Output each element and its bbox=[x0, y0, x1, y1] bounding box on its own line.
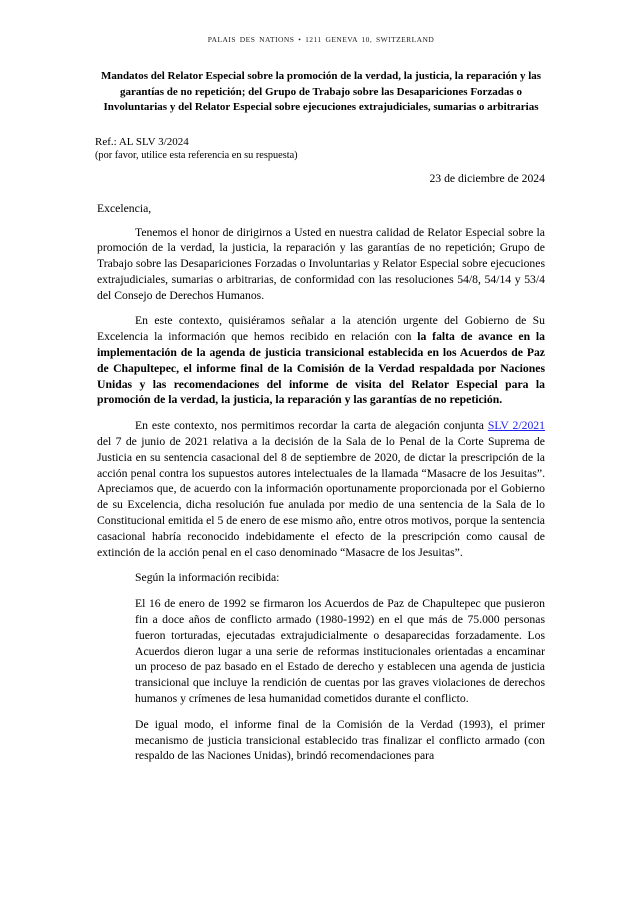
paragraph-truth-commission: De igual modo, el informe final de la Comisión de la Verdad (1993), el primer mecanismo de justicia transicional establecido tras finalizar el conflicto armado (con respaldo de las Naciones Unidas), brindó recomendaciones para bbox=[135, 717, 545, 763]
reference-number: Ref.: AL SLV 3/2024 bbox=[95, 135, 189, 148]
reference-note: (por favor, utilice esta referencia en su respuesta) bbox=[95, 149, 298, 161]
mandates-title: Mandatos del Relator Especial sobre la promoción de la verdad, la justicia, la reparación y las garantías de no repetición; del Grupo de Trabajo sobre las Desapariciones Forzadas o Involuntarias y del Relator Especial sobre ejecuciones extrajudiciales, sumarias o arbitrarias bbox=[100, 70, 542, 113]
urgent-attention-lead-text: En este contexto, quisiéramos señalar a la atención urgente del Gobierno de Su Excelencia la información que hemos recibido en relación con bbox=[97, 314, 545, 344]
paragraph-peace-accords: El 16 de enero de 1992 se firmaron los Acuerdos de Paz de Chapultepec que pusieron fin a doce años de conflicto armado (1980-1992) en el que más de 75.000 personas fueron torturadas, ejecutadas extrajudicialmente o desaparecidas forzadamente. Los Acuerdos dieron lugar a una serie de reformas institucionales orientadas a encaminar un proceso de paz basado en el Estado de derecho y establecen una agenda de justicia transicional que incluye la rendición de cuentas por las graves violaciones de derechos humanos y crímenes de lesa humanidad cometidos durante el conflicto. bbox=[135, 597, 545, 706]
letterhead: PALAIS DES NATIONS • 1211 GENEVA 10, SWITZERLAND bbox=[207, 35, 435, 44]
letter-date: 23 de diciembre de 2024 bbox=[429, 171, 545, 185]
urgent-attention-bold-text: la falta de avance en la implementación de la agenda de justicia transicional establecida en los Acuerdos de Paz de Chapultepec, el informe final de la Comisión de la Verdad respaldada por Naciones Unidas y las recomendaciones del informe de visita del Relator Especial para la promoción de la verdad, la justicia, la reparación y las garantías de no repetición. bbox=[97, 330, 545, 407]
salutation: Excelencia, bbox=[97, 201, 152, 215]
received-information-heading: Según la información recibida: bbox=[135, 571, 280, 585]
paragraph-introduction: Tenemos el honor de dirigirnos a Usted en nuestra calidad de Relator Especial sobre la promoción de la verdad, la justicia, la reparación y las garantías de no repetición; Grupo de Trabajo sobre las Desapariciones Forzadas o Involuntarias y Relator Especial sobre ejecuciones extrajudiciales, sumarias o arbitrarias, de conformidad con las resoluciones 54/8, 54/14 y 53/4 del Consejo de Derechos Humanos. bbox=[97, 225, 545, 302]
recall-letter-lead-text: En este contexto, nos permitimos recordar la carta de alegación conjunta bbox=[135, 419, 488, 433]
slv-2-2021-link[interactable]: SLV 2/2021 bbox=[487, 419, 545, 433]
paragraph-recall-allegation-letter bbox=[97, 418, 545, 560]
paragraph-urgent-attention bbox=[97, 313, 545, 408]
recall-letter-trailing-text: del 7 de junio de 2021 relativa a la decisión de la Sala de lo Penal de la Corte Suprema de Justicia en su sentencia casacional del 8 de septiembre de 2020, de dictar la prescripción de la acción penal contra los supuestos autores intelectuales de la llamada “Masacre de los Jesuitas”. Apreciamos que, de acuerdo con la información oportunamente proporcionada por el Gobierno de su Excelencia, dicha resolución fue anulada por medio de una sentencia de la Sala de lo Constitucional emitida el 5 de enero de ese mismo año, entre otros motivos, porque la sentencia casacional habría reconocido indebidamente el efecto de la prescripción como causal de extinción de la acción penal en el caso denominado “Masacre de los Jesuitas”. bbox=[97, 435, 545, 559]
